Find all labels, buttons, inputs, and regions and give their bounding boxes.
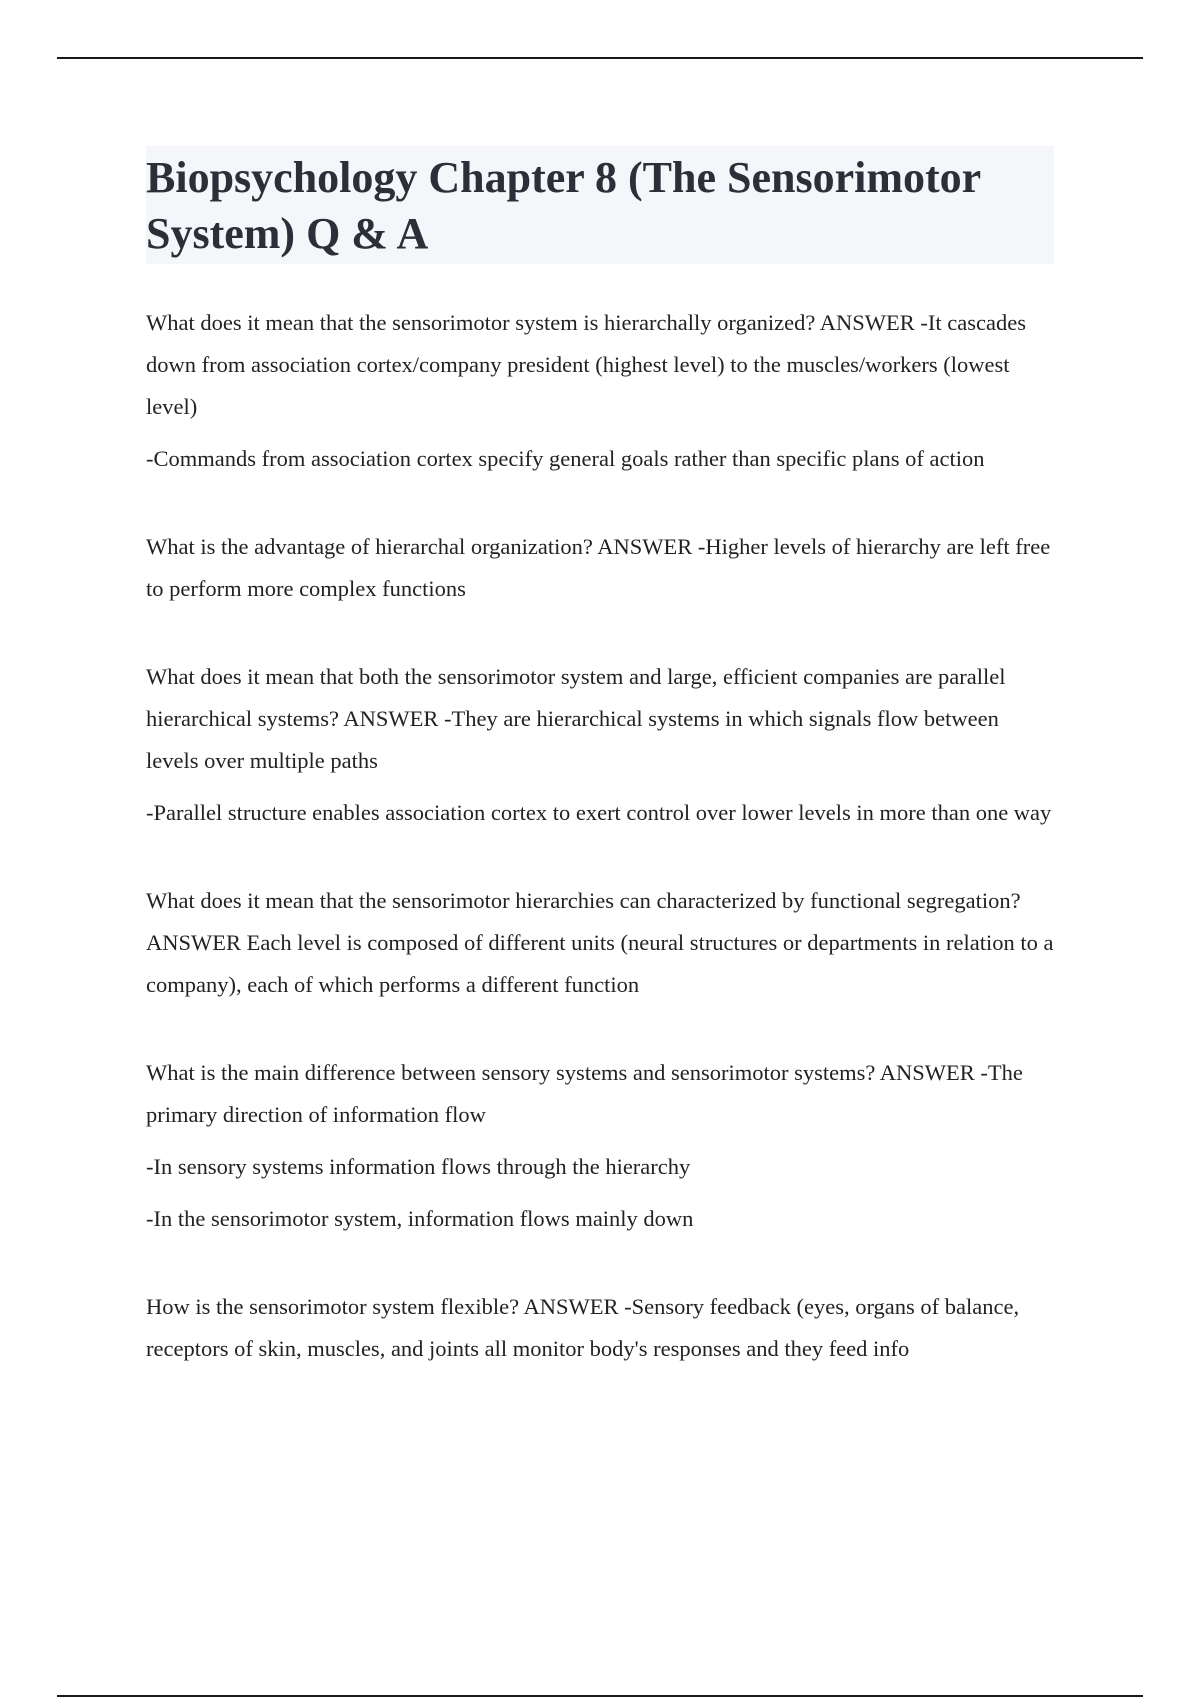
qa-answer-detail: -Commands from association cortex specify general goals rather than specific plans of action bbox=[146, 446, 985, 471]
top-divider bbox=[57, 57, 1143, 59]
qa-item bbox=[146, 1286, 1054, 1370]
qa-answer-detail: -In sensory systems information flows through the hierarchy bbox=[146, 1154, 691, 1179]
qa-question-answer: What is the advantage of hierarchal organization? ANSWER -Higher levels of hierarchy are left free to perform more complex functions bbox=[146, 534, 1051, 601]
qa-item bbox=[146, 656, 1054, 834]
qa-item bbox=[146, 526, 1054, 610]
qa-item bbox=[146, 880, 1054, 1006]
qa-question-answer: What is the main difference between sensory systems and sensorimotor systems? ANSWER -The primary direction of information flow bbox=[146, 1060, 1023, 1127]
qa-item bbox=[146, 1052, 1054, 1240]
qa-answer-detail: -In the sensorimotor system, information flows mainly down bbox=[146, 1206, 694, 1231]
qa-item bbox=[146, 302, 1054, 480]
qa-question-answer: What does it mean that the sensorimotor system is hierarchally organized? ANSWER -It cascades down from association cortex/company president (highest level) to the muscles/workers (lowest level) bbox=[146, 310, 1026, 419]
qa-question-answer: What does it mean that both the sensorimotor system and large, efficient companies are parallel hierarchical systems? ANSWER -They are hierarchical systems in which signals flow between levels over multiple paths bbox=[146, 664, 1006, 773]
qa-answer-detail: -Parallel structure enables association cortex to exert control over lower levels in more than one way bbox=[146, 800, 1052, 825]
bottom-divider bbox=[57, 1695, 1143, 1697]
document-title: Biopsychology Chapter 8 (The Sensorimotor System) Q & A bbox=[146, 153, 981, 258]
qa-question-answer: How is the sensorimotor system flexible? ANSWER -Sensory feedback (eyes, organs of balance, receptors of skin, muscles, and joints all monitor body's responses and they feed info bbox=[146, 1294, 1020, 1361]
qa-question-answer: What does it mean that the sensorimotor hierarchies can characterized by functional segregation? ANSWER Each level is composed of different units (neural structures or departments in relation to a company), each of which performs a different function bbox=[146, 888, 1054, 997]
document-body bbox=[146, 146, 1054, 1416]
title-banner bbox=[146, 146, 1054, 264]
